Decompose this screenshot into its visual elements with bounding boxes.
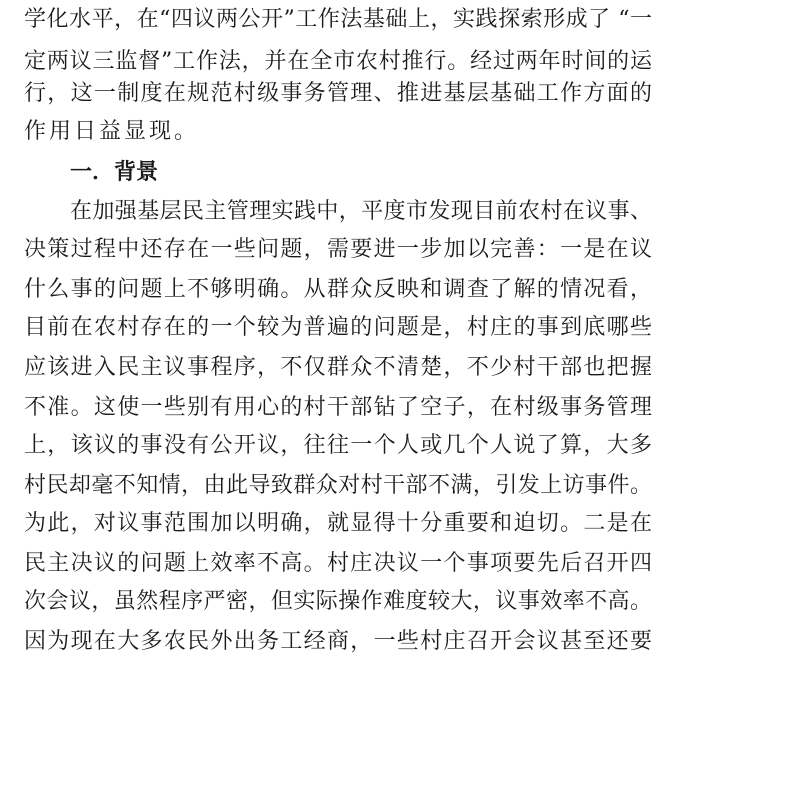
text-line: 不准。这使一些别有用心的村干部钻了空子，在村级事务管理: [24, 395, 652, 420]
text-line: 民主决议的问题上效率不高。村庄决议一个事项要先后召开四: [24, 551, 652, 576]
section-heading: 一．背景: [70, 159, 159, 185]
text-line: 为此，对议事范围加以明确，就显得十分重要和迫切。二是在: [24, 511, 652, 536]
text-line: 什么事的问题上不够明确。从群众反映和调查了解的情况看，: [24, 277, 652, 302]
text-line: 上，该议的事没有公开议，往往一个人或几个人说了算，大多: [24, 433, 652, 458]
text-line: 次会议，虽然程序严密，但实际操作难度较大，议事效率不高。: [24, 589, 652, 614]
text-line: 在加强基层民主管理实践中，平度市发现目前农村在议事、: [70, 199, 652, 224]
text-line: 应该进入民主议事程序，不仅群众不清楚，不少村干部也把握: [24, 355, 652, 380]
text-line: 学化水平，在“四议两公开”工作法基础上，实践探索形成了 “一: [24, 7, 652, 32]
text-line: 因为现在大多农民外出务工经商，一些村庄召开会议甚至还要: [24, 629, 652, 654]
text-line: 作用日益显现。: [24, 119, 200, 144]
text-line: 定两议三监督”工作法，并在全市农村推行。经过两年时间的运: [24, 49, 652, 74]
text-line: 决策过程中还存在一些问题，需要进一步加以完善：一是在议: [24, 237, 652, 262]
text-line: 行，这一制度在规范村级事务管理、推进基层基础工作方面的: [24, 81, 652, 106]
text-line: 目前在农村存在的一个较为普遍的问题是，村庄的事到底哪些: [24, 315, 652, 340]
text-line: 村民却毫不知情，由此导致群众对村干部不满，引发上访事件。: [24, 473, 652, 498]
